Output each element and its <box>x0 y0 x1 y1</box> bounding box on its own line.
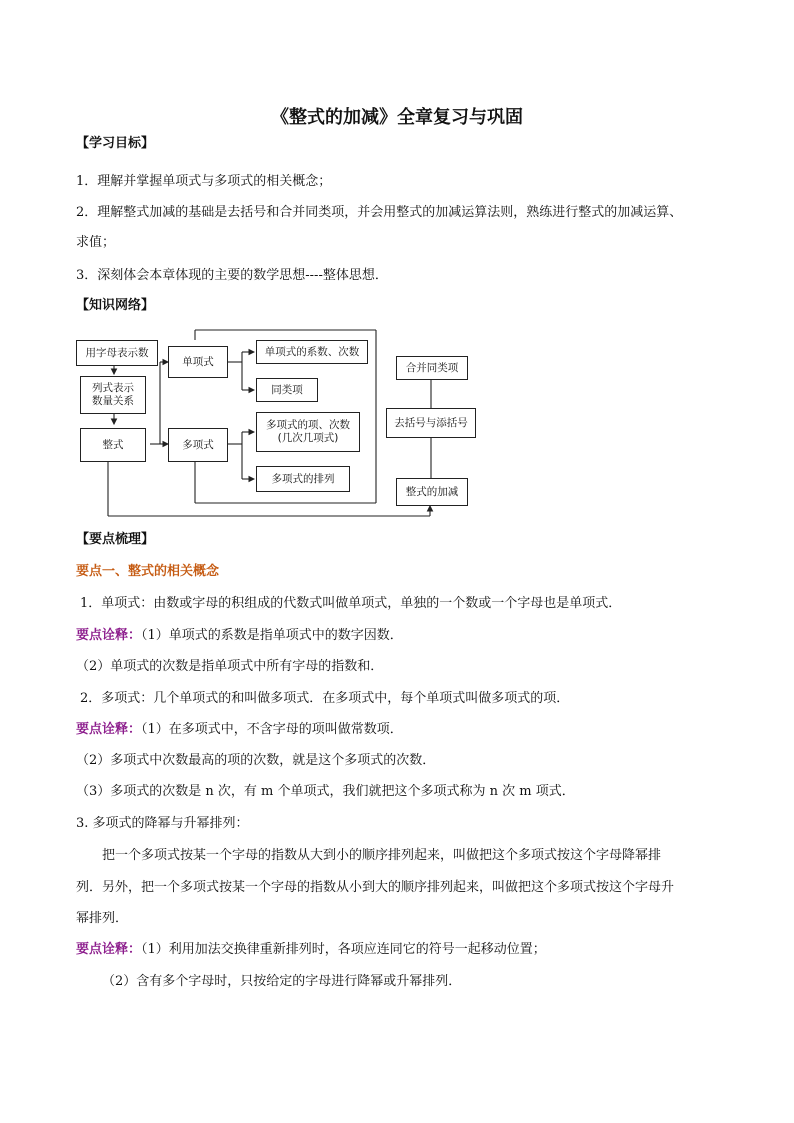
monomial-note-1-text: （1）单项式的系数是指单项式中的数字因数． <box>141 628 403 643</box>
box-monomial: 单项式 <box>168 346 228 378</box>
monomial-note-2: （2）单项式的次数是指单项式中所有字母的指数和． <box>76 659 384 674</box>
box-add-subtract-expressions: 整式的加减 <box>396 478 468 506</box>
goal-1: 1．理解并掌握单项式与多项式的相关概念； <box>76 174 332 189</box>
box-polynomial-ordering: 多项式的排列 <box>256 466 350 492</box>
polynomial-note-2: （2）多项式中次数最高的项的次数，就是这个多项式的次数． <box>76 753 436 768</box>
box-express-quantity-relations-line1: 列式表示 <box>92 382 134 394</box>
box-like-terms: 同类项 <box>256 378 318 402</box>
ordering-note-1 <box>76 940 736 960</box>
box-integral-expression: 整式 <box>80 428 146 462</box>
goal-2: 2．理解整式加减的基础是去括号和合并同类项，并会用整式的加减运算法则，熟练进行整式的加减运算、 <box>76 205 683 220</box>
box-letters-represent-numbers: 用字母表示数 <box>76 340 158 366</box>
box-combine-like-terms: 合并同类项 <box>396 356 468 380</box>
note-label: 要点诠释： <box>76 942 142 957</box>
network-header: 【知识网络】 <box>76 298 155 313</box>
box-express-quantity-relations-line2: 数量关系 <box>92 395 134 407</box>
box-polynomial-terms-degree <box>256 412 360 452</box>
box-polynomial: 多项式 <box>168 428 228 462</box>
ordering-para-line1: 把一个多项式按某一个字母的指数从大到小的顺序排列起来，叫做把这个多项式按这个字母降幂排 <box>102 848 662 863</box>
page-title: 《整式的加减》全章复习与巩固 <box>271 107 523 128</box>
ordering-note-2: （2）含有多个字母时，只按给定的字母进行降幂或升幂排列． <box>102 974 462 989</box>
monomial-note-1 <box>76 626 736 646</box>
polynomial-note-1-text: （1）在多项式中，不含字母的项叫做常数项． <box>141 722 403 737</box>
points-header: 【要点梳理】 <box>76 532 155 547</box>
point1-heading: 要点一、整式的相关概念 <box>76 564 220 579</box>
box-remove-add-brackets: 去括号与添括号 <box>386 408 476 438</box>
ordering-title: 3. 多项式的降幂与升幂排列： <box>76 816 249 831</box>
box-monomial-coefficient-degree: 单项式的系数、次数 <box>256 340 368 364</box>
note-label: 要点诠释： <box>76 628 142 643</box>
ordering-para-line3: 幂排列． <box>76 911 129 926</box>
polynomial-definition: 2．多项式：几个单项式的和叫做多项式．在多项式中，每个单项式叫做多项式的项． <box>80 691 570 706</box>
goals-header: 【学习目标】 <box>76 136 155 151</box>
polynomial-note-3: （3）多项式的次数是 n 次，有 m 个单项式，我们就把这个多项式称为 n 次 m 项式． <box>76 784 575 799</box>
monomial-definition: 1．单项式：由数或字母的积组成的代数式叫做单项式，单独的一个数或一个字母也是单项式． <box>80 596 622 611</box>
goal-3: 3．深刻体会本章体现的主要的数学思想----整体思想． <box>76 268 388 283</box>
goal-2-cont: 求值； <box>76 235 116 250</box>
box-polynomial-terms-degree-line2: (几次几项式) <box>277 432 339 444</box>
box-express-quantity-relations <box>80 376 146 414</box>
ordering-note-1-text: （1）利用加法交换律重新排列时，各项应连同它的符号一起移动位置； <box>141 942 546 957</box>
polynomial-note-1 <box>76 720 736 740</box>
note-label: 要点诠释： <box>76 722 142 737</box>
knowledge-network-diagram <box>70 328 490 528</box>
box-polynomial-terms-degree-line1: 多项式的项、次数 <box>266 419 350 431</box>
ordering-para-line2: 列．另外，把一个多项式按某一个字母的指数从小到大的顺序排列起来，叫做把这个多项式按这个字母升 <box>76 880 675 895</box>
